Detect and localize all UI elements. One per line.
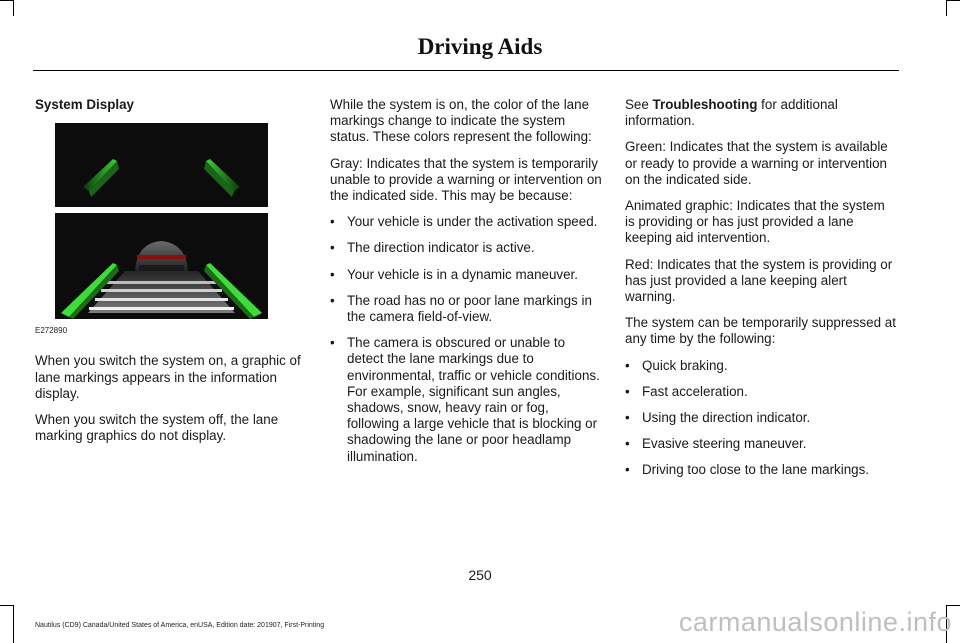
list-item: • The camera is obscured or unable to detect the lane markings due to environmental, traffic or vehicle conditions. For example, significant sun angles, shadows, snow, heavy rain or fog, following a large vehicle that is blocking or shadowing the lane or poor headlamp illumination.	[330, 335, 602, 465]
crop-mark	[13, 0, 14, 16]
list-item: • The road has no or poor lane markings in the camera field-of-view.	[330, 293, 602, 325]
system-display-figure	[35, 123, 249, 339]
list-item: • Driving too close to the lane markings.	[625, 462, 897, 478]
crop-mark	[0, 0, 14, 1]
see-also-paragraph	[625, 97, 897, 129]
paragraph: Gray: Indicates that the system is temporarily unable to provide a warning or intervention on the indicated side. This may be because:	[330, 155, 602, 204]
lane-display-panel-active	[55, 213, 268, 319]
lane-display-panel-idle	[55, 123, 268, 207]
paragraph: The system can be temporarily suppressed at any time by the following:	[625, 315, 896, 347]
troubleshooting-link[interactable]: Troubleshooting	[652, 97, 758, 112]
list-item: • Your vehicle is in a dynamic maneuver.	[330, 267, 602, 283]
list-item: • Using the direction indicator.	[625, 410, 897, 426]
list-item: • The direction indicator is active.	[330, 240, 602, 256]
crop-mark	[13, 605, 14, 643]
crop-mark	[946, 0, 960, 1]
crop-mark	[0, 605, 14, 606]
page-number: 250	[468, 567, 492, 583]
see-prefix: See	[625, 97, 653, 112]
paragraph: Green: Indicates that the system is available or ready to provide a warning or intervention on the indicated side.	[625, 139, 888, 187]
vehicle-lane-graphic	[55, 213, 268, 319]
crop-mark	[946, 605, 960, 606]
list-item: • Quick braking.	[625, 358, 897, 374]
paragraph: When you switch the system off, the lane marking graphics do not display.	[35, 412, 279, 444]
paragraph: When you switch the system on, a graphic of lane markings appears in the information display.	[35, 353, 301, 401]
list-item: • Evasive steering maneuver.	[625, 436, 897, 452]
list-item: • Fast acceleration.	[625, 384, 897, 400]
figure-id: E272890	[35, 326, 68, 336]
bullet-list	[330, 214, 602, 465]
right-column	[625, 97, 897, 489]
list-item: • Your vehicle is under the activation speed.	[330, 214, 602, 230]
middle-column	[330, 97, 602, 475]
see-suffix: for additional information.	[625, 97, 838, 129]
paragraph: Red: Indicates that the system is providing or has just provided a lane keeping alert warning.	[625, 256, 893, 305]
crop-mark	[946, 0, 947, 16]
paragraph: While the system is on, the color of the lane markings change to indicate the system status. These colors represent the following:	[330, 97, 592, 145]
bullet-list	[625, 358, 897, 479]
header-divider	[33, 70, 899, 71]
footer-edition-text: Nautilus (CD9) Canada/United States of America, enUSA, Edition date: 201907, First-Printing	[35, 622, 325, 629]
left-column	[35, 97, 305, 454]
page-title: Driving Aids	[417, 34, 543, 59]
section-heading: System Display	[35, 97, 134, 112]
lane-markings-graphic	[55, 123, 268, 207]
paragraph: Animated graphic: Indicates that the system is providing or has just provided a lane keeping aid intervention.	[625, 198, 885, 246]
watermark: carmanualsonline.info	[678, 607, 952, 637]
